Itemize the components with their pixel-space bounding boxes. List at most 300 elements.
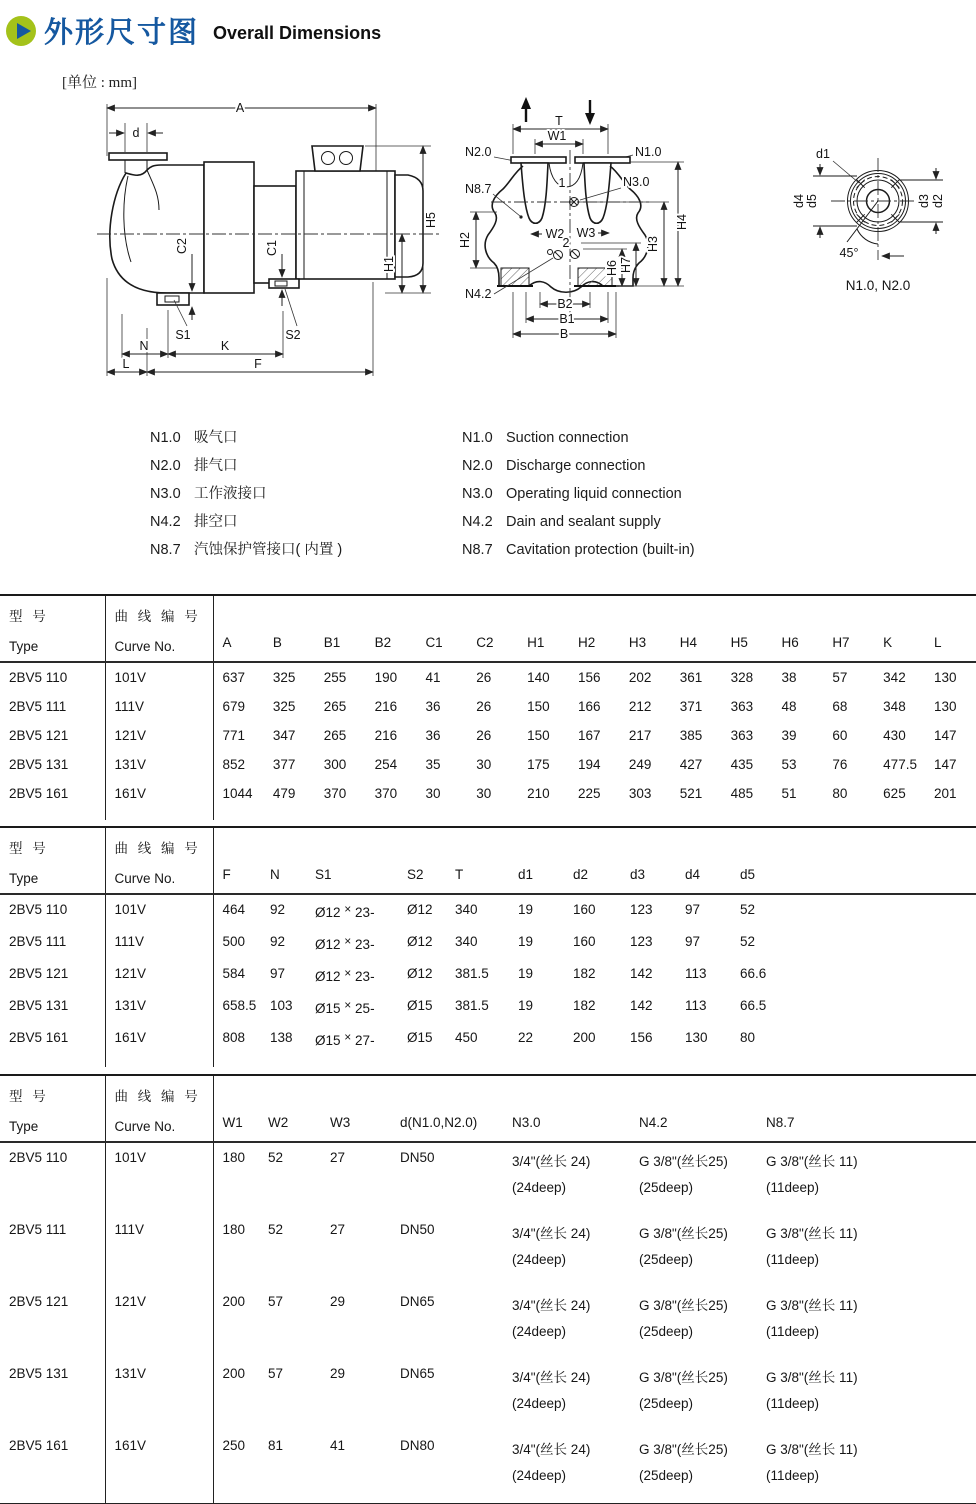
value-cell: 200 bbox=[222, 1294, 246, 1309]
table-row bbox=[0, 721, 976, 750]
type-cell: 2BV5 111 bbox=[0, 692, 105, 721]
value-cell: 52 bbox=[268, 1222, 284, 1237]
port-1-label: 1 bbox=[558, 176, 566, 190]
curve-cell: 101V bbox=[105, 662, 213, 692]
type-cell: 2BV5 111 bbox=[0, 927, 105, 959]
spacer-cell bbox=[783, 1023, 976, 1067]
value-cell: 150 bbox=[527, 699, 550, 714]
value-cell: 190 bbox=[374, 670, 398, 685]
value-cell: 202 bbox=[628, 670, 652, 685]
label-N8.7: N8.7 bbox=[465, 182, 492, 196]
value-cell: 160 bbox=[573, 902, 596, 917]
spacer-cell bbox=[783, 991, 976, 1023]
curve-cell: 111V bbox=[105, 692, 213, 721]
curve-cell: 121V bbox=[105, 959, 213, 991]
legend-item bbox=[462, 512, 774, 532]
table-row bbox=[0, 750, 976, 779]
dimension-column-header: d5 bbox=[731, 827, 783, 894]
value-cell: 52 bbox=[740, 902, 756, 917]
dim-label-H4: H4 bbox=[675, 214, 689, 230]
value-cell: 182 bbox=[573, 998, 596, 1013]
type-column-header-cn: 型 号 bbox=[9, 1089, 49, 1104]
dimension-column-header: N4.2 bbox=[630, 1075, 757, 1142]
value-line: (25deep) bbox=[639, 1180, 694, 1195]
curve-column-header bbox=[105, 595, 213, 662]
header-row bbox=[0, 1075, 976, 1142]
value-cell: 113 bbox=[685, 998, 707, 1013]
type-column-header bbox=[0, 1075, 105, 1142]
value-cell: Ø15 × 25- bbox=[315, 998, 375, 1016]
dim-label-S1: S1 bbox=[175, 328, 191, 342]
header-row bbox=[0, 595, 976, 662]
dimension-column-header: H4 bbox=[671, 595, 722, 662]
dim-label-W3: W3 bbox=[576, 226, 596, 240]
value-cell: 658.5 bbox=[222, 998, 257, 1013]
multiply-sign: × bbox=[344, 998, 352, 1012]
dimensions-table-3 bbox=[0, 1074, 976, 1504]
value-cell: 300 bbox=[323, 757, 347, 772]
connection-code: N8.7 bbox=[462, 542, 493, 558]
type-column-header bbox=[0, 595, 105, 662]
value-cell: Ø12 × 23- bbox=[315, 902, 375, 920]
connection-label: Cavitation protection (built-in) bbox=[506, 542, 695, 558]
curve-column-header bbox=[105, 827, 213, 894]
dim-label-d5: d5 bbox=[805, 194, 819, 208]
suction-flow-arrow bbox=[521, 97, 531, 122]
value-cell: 123 bbox=[630, 934, 653, 949]
legend-item bbox=[462, 456, 774, 476]
curve-cell: 111V bbox=[105, 1215, 213, 1287]
dim-label-d3: d3 bbox=[917, 194, 931, 208]
dim-label-H3: H3 bbox=[646, 236, 660, 252]
table-row bbox=[0, 927, 976, 959]
curve-cell: 111V bbox=[105, 927, 213, 959]
value-line: (24deep) bbox=[512, 1180, 567, 1195]
connection-code: N4.2 bbox=[462, 514, 493, 530]
page-title-en: Overall Dimensions bbox=[213, 23, 382, 43]
value-line: 3/4"(丝长 24) bbox=[512, 1226, 591, 1241]
spacer-cell bbox=[887, 1287, 976, 1359]
value-cell: 254 bbox=[374, 757, 398, 772]
value-cell: 53 bbox=[781, 757, 797, 772]
value-line: (11deep) bbox=[766, 1324, 820, 1339]
connection-code: N3.0 bbox=[462, 486, 493, 502]
dimension-column-header: d1 bbox=[509, 827, 564, 894]
dim-label-d: d bbox=[132, 126, 140, 140]
value-cell: 381.5 bbox=[455, 966, 489, 981]
table-row bbox=[0, 894, 976, 927]
value-cell: 679 bbox=[222, 699, 246, 714]
table-row bbox=[0, 662, 976, 692]
value-line: (24deep) bbox=[512, 1396, 567, 1411]
value-cell: 36 bbox=[425, 699, 441, 714]
front-view-drawing bbox=[458, 96, 723, 361]
value-cell: 808 bbox=[222, 1030, 246, 1045]
value-cell: 19 bbox=[518, 998, 534, 1013]
dimension-column-header: H6 bbox=[772, 595, 823, 662]
value-cell: 584 bbox=[222, 966, 246, 981]
type-column-header-en: Type bbox=[9, 871, 39, 886]
value-cell: 485 bbox=[730, 786, 754, 801]
value-cell: Ø12 × 23- bbox=[315, 934, 375, 952]
value-cell bbox=[757, 1431, 887, 1504]
dim-label-W1: W1 bbox=[547, 129, 567, 143]
value-cell: DN80 bbox=[400, 1438, 435, 1453]
dim-label-d2: d2 bbox=[931, 194, 945, 208]
spacer-cell bbox=[887, 1359, 976, 1431]
dim-label-H5: H5 bbox=[424, 212, 438, 228]
legend-item bbox=[150, 428, 462, 448]
unit-note: [单位 : mm] bbox=[62, 75, 137, 91]
value-cell: DN65 bbox=[400, 1294, 435, 1309]
multiply-sign: × bbox=[344, 902, 352, 916]
value-cell: 250 bbox=[222, 1438, 246, 1453]
value-cell: 52 bbox=[740, 934, 756, 949]
connection-code: N1.0 bbox=[150, 430, 181, 446]
value-line: 3/4"(丝长 24) bbox=[512, 1370, 591, 1385]
lifting-lug bbox=[312, 146, 363, 171]
value-cell: 30 bbox=[425, 786, 441, 801]
value-cell: 48 bbox=[781, 699, 797, 714]
page-header bbox=[0, 0, 976, 51]
value-line: (24deep) bbox=[512, 1324, 567, 1339]
value-cell: 147 bbox=[934, 757, 957, 772]
dim-label-H2: H2 bbox=[458, 232, 472, 248]
value-cell: Ø12 × 23- bbox=[315, 966, 375, 984]
rear-foot bbox=[269, 279, 299, 288]
value-cell: 36 bbox=[425, 728, 441, 743]
discharge-flange bbox=[511, 157, 566, 163]
dimension-column-header: N bbox=[261, 827, 306, 894]
value-cell: 97 bbox=[685, 902, 701, 917]
value-cell: 19 bbox=[518, 966, 534, 981]
value-cell: 167 bbox=[578, 728, 601, 743]
spacer-column bbox=[887, 1075, 976, 1142]
value-cell: 210 bbox=[527, 786, 550, 801]
fan-cover bbox=[395, 175, 423, 277]
curve-column-header-cn: 曲 线 编 号 bbox=[114, 841, 201, 856]
type-column-header-cn: 型 号 bbox=[9, 841, 49, 856]
type-cell: 2BV5 131 bbox=[0, 750, 105, 779]
dim-label-W2: W2 bbox=[545, 227, 565, 241]
value-cell: 225 bbox=[578, 786, 601, 801]
dim-label-F: F bbox=[254, 357, 262, 371]
value-cell: 97 bbox=[685, 934, 701, 949]
dimension-column-header: N8.7 bbox=[757, 1075, 887, 1142]
side-view-drawing bbox=[95, 96, 445, 396]
curve-cell: 131V bbox=[105, 750, 213, 779]
value-cell: 138 bbox=[270, 1030, 293, 1045]
connection-label: 排气口 bbox=[194, 458, 238, 474]
curve-column-header-cn: 曲 线 编 号 bbox=[114, 1089, 201, 1104]
value-cell: 381.5 bbox=[455, 998, 489, 1013]
connection-label: Suction connection bbox=[506, 430, 629, 446]
connection-code: N8.7 bbox=[150, 542, 181, 558]
multiply-sign: × bbox=[344, 934, 352, 948]
value-line: (25deep) bbox=[639, 1468, 694, 1483]
value-cell: 328 bbox=[730, 670, 754, 685]
type-cell: 2BV5 110 bbox=[0, 894, 105, 927]
dimension-column-header: L bbox=[925, 595, 976, 662]
value-cell: 26 bbox=[476, 670, 492, 685]
table-row bbox=[0, 1023, 976, 1067]
value-cell: 57 bbox=[832, 670, 848, 685]
value-cell: 26 bbox=[476, 728, 492, 743]
value-cell: 41 bbox=[330, 1438, 346, 1453]
curve-cell: 121V bbox=[105, 1287, 213, 1359]
dimension-column-header: W3 bbox=[321, 1075, 391, 1142]
value-cell: 27 bbox=[330, 1222, 346, 1237]
value-cell: 51 bbox=[781, 786, 797, 801]
motor-body bbox=[296, 171, 395, 279]
value-cell: 348 bbox=[883, 699, 906, 714]
value-cell: 156 bbox=[578, 670, 601, 685]
spacer-cell bbox=[783, 894, 976, 927]
curve-cell: 121V bbox=[105, 721, 213, 750]
connection-code: N3.0 bbox=[150, 486, 181, 502]
dimension-column-header: S2 bbox=[398, 827, 446, 894]
dim-label-A: A bbox=[235, 101, 245, 115]
value-cell: 342 bbox=[883, 670, 906, 685]
value-line: G 3/8"(丝长25) bbox=[639, 1154, 728, 1169]
type-column-header bbox=[0, 827, 105, 894]
value-cell bbox=[503, 1215, 630, 1287]
value-cell: 142 bbox=[630, 998, 653, 1013]
type-column-header-cn: 型 号 bbox=[9, 609, 49, 624]
suction-flange bbox=[575, 157, 630, 163]
connection-legend bbox=[150, 428, 976, 568]
dimension-column-header: H3 bbox=[620, 595, 671, 662]
value-cell: 52 bbox=[268, 1150, 284, 1165]
value-line: (11deep) bbox=[766, 1180, 820, 1195]
value-cell bbox=[630, 1287, 757, 1359]
value-cell: 66.6 bbox=[740, 966, 767, 981]
value-cell: 182 bbox=[573, 966, 596, 981]
connection-code: N1.0 bbox=[462, 430, 493, 446]
value-cell: 430 bbox=[883, 728, 906, 743]
value-line: 3/4"(丝长 24) bbox=[512, 1298, 591, 1313]
connection-code: N2.0 bbox=[462, 458, 493, 474]
curve-cell: 131V bbox=[105, 991, 213, 1023]
suction-flange bbox=[109, 153, 167, 160]
curve-cell: 161V bbox=[105, 1023, 213, 1067]
spacer-cell bbox=[783, 959, 976, 991]
value-cell: 427 bbox=[679, 757, 703, 772]
value-cell: 160 bbox=[573, 934, 596, 949]
value-cell: 142 bbox=[630, 966, 653, 981]
value-cell: 41 bbox=[425, 670, 441, 685]
value-cell: 216 bbox=[374, 699, 398, 714]
table-block-3 bbox=[0, 1074, 976, 1504]
type-cell: 2BV5 121 bbox=[0, 959, 105, 991]
value-cell: 377 bbox=[272, 757, 296, 772]
pump-body bbox=[204, 162, 254, 293]
value-cell: 81 bbox=[268, 1438, 284, 1453]
page-title-cn: 外形尺寸图 bbox=[44, 17, 200, 49]
dim-label-T: T bbox=[555, 114, 563, 128]
value-cell: 450 bbox=[455, 1030, 478, 1045]
value-line: 3/4"(丝长 24) bbox=[512, 1154, 591, 1169]
multiply-sign: × bbox=[344, 1030, 352, 1044]
dimensions-table-2 bbox=[0, 826, 976, 1067]
value-cell: 479 bbox=[272, 786, 296, 801]
dim-label-L: L bbox=[122, 357, 130, 371]
type-column-header-en: Type bbox=[9, 1119, 39, 1134]
curve-cell: 161V bbox=[105, 779, 213, 820]
spacer-cell bbox=[887, 1215, 976, 1287]
value-cell: 625 bbox=[883, 786, 906, 801]
value-line: G 3/8"(丝长 11) bbox=[766, 1298, 858, 1313]
suction-port bbox=[584, 163, 611, 223]
value-cell: DN50 bbox=[400, 1222, 435, 1237]
value-line: (11deep) bbox=[766, 1252, 820, 1267]
value-cell: Ø12 bbox=[407, 934, 433, 949]
connection-code: N2.0 bbox=[150, 458, 181, 474]
value-cell: 66.5 bbox=[740, 998, 767, 1013]
dimension-column-header: S1 bbox=[306, 827, 398, 894]
value-cell: 60 bbox=[832, 728, 848, 743]
dim-label-N: N bbox=[139, 339, 149, 353]
value-line: G 3/8"(丝长25) bbox=[639, 1442, 728, 1457]
value-cell: 303 bbox=[628, 786, 652, 801]
dimension-column-header: d(N1.0,N2.0) bbox=[391, 1075, 503, 1142]
legend-item bbox=[462, 540, 774, 560]
value-cell: 80 bbox=[740, 1030, 756, 1045]
dim-label-B1: B1 bbox=[559, 312, 575, 326]
value-cell: 477.5 bbox=[883, 757, 917, 772]
pump-neck bbox=[254, 186, 296, 283]
curve-column-header-en: Curve No. bbox=[114, 639, 176, 654]
connection-label: Operating liquid connection bbox=[506, 486, 682, 502]
spacer-cell bbox=[887, 1431, 976, 1504]
value-cell: 200 bbox=[573, 1030, 596, 1045]
value-cell: 216 bbox=[374, 728, 398, 743]
table-row bbox=[0, 692, 976, 721]
value-cell: 325 bbox=[272, 670, 296, 685]
value-cell: 340 bbox=[455, 934, 478, 949]
curve-column-header-en: Curve No. bbox=[114, 871, 176, 886]
connection-code: N4.2 bbox=[150, 514, 181, 530]
connection-label: 工作液接口 bbox=[194, 486, 267, 502]
value-cell: 147 bbox=[934, 728, 957, 743]
dimension-column-header: N3.0 bbox=[503, 1075, 630, 1142]
curve-cell: 131V bbox=[105, 1359, 213, 1431]
value-cell: 325 bbox=[272, 699, 296, 714]
value-cell: 19 bbox=[518, 934, 534, 949]
value-cell: Ø12 bbox=[407, 966, 433, 981]
value-cell: 363 bbox=[730, 728, 754, 743]
curve-cell: 101V bbox=[105, 894, 213, 927]
value-cell: 35 bbox=[425, 757, 441, 772]
value-cell bbox=[757, 1287, 887, 1359]
legend-column-cn bbox=[150, 428, 462, 568]
dimension-column-header: W2 bbox=[259, 1075, 321, 1142]
value-cell: 140 bbox=[527, 670, 550, 685]
value-cell: 113 bbox=[685, 966, 707, 981]
value-cell bbox=[630, 1359, 757, 1431]
play-icon bbox=[6, 16, 36, 46]
value-cell: 22 bbox=[518, 1030, 534, 1045]
dim-label-H7: H7 bbox=[619, 257, 633, 273]
legend-column-en bbox=[462, 428, 774, 568]
type-cell: 2BV5 110 bbox=[0, 1142, 105, 1215]
value-cell: 370 bbox=[374, 786, 398, 801]
value-cell: 130 bbox=[685, 1030, 708, 1045]
value-cell: 29 bbox=[330, 1366, 346, 1381]
value-cell: 30 bbox=[476, 786, 492, 801]
label-N4.2: N4.2 bbox=[465, 287, 492, 301]
dim-label-C2: C2 bbox=[175, 238, 189, 254]
dimension-column-header: C1 bbox=[416, 595, 467, 662]
value-cell: DN65 bbox=[400, 1366, 435, 1381]
value-cell: 347 bbox=[272, 728, 296, 743]
front-foot bbox=[157, 293, 189, 305]
legend-item bbox=[462, 484, 774, 504]
dimension-column-header: W1 bbox=[213, 1075, 259, 1142]
table-row bbox=[0, 1431, 976, 1504]
legend-item bbox=[150, 456, 462, 476]
discharge-port bbox=[521, 163, 548, 223]
value-cell: 57 bbox=[268, 1294, 284, 1309]
value-line: (25deep) bbox=[639, 1396, 694, 1411]
dimension-column-header: H2 bbox=[569, 595, 620, 662]
connection-label: 吸气口 bbox=[194, 430, 238, 446]
table-row bbox=[0, 779, 976, 820]
value-cell: 180 bbox=[222, 1150, 246, 1165]
table-row bbox=[0, 1359, 976, 1431]
value-cell: 852 bbox=[222, 757, 246, 772]
dim-label-S2: S2 bbox=[285, 328, 301, 342]
value-cell bbox=[503, 1287, 630, 1359]
value-cell: 361 bbox=[679, 670, 703, 685]
dimension-column-header: B1 bbox=[315, 595, 366, 662]
value-line: G 3/8"(丝长 11) bbox=[766, 1442, 858, 1457]
dim-label-H1: H1 bbox=[382, 256, 396, 272]
type-column-header-en: Type bbox=[9, 639, 39, 654]
type-cell: 2BV5 121 bbox=[0, 1287, 105, 1359]
dimension-column-header: B2 bbox=[366, 595, 417, 662]
table-row bbox=[0, 1215, 976, 1287]
value-cell: 97 bbox=[270, 966, 286, 981]
value-cell: 363 bbox=[730, 699, 754, 714]
value-cell: 76 bbox=[832, 757, 848, 772]
value-cell: 68 bbox=[832, 699, 848, 714]
value-cell: 103 bbox=[270, 998, 293, 1013]
table-block-1 bbox=[0, 594, 976, 820]
value-cell: 57 bbox=[268, 1366, 284, 1381]
value-cell: 92 bbox=[270, 934, 286, 949]
type-cell: 2BV5 161 bbox=[0, 779, 105, 820]
dim-label-d4: d4 bbox=[792, 194, 806, 208]
value-line: (25deep) bbox=[639, 1324, 694, 1339]
value-line: (25deep) bbox=[639, 1252, 694, 1267]
value-cell bbox=[757, 1359, 887, 1431]
table-row bbox=[0, 991, 976, 1023]
legend-item bbox=[150, 540, 462, 560]
value-line: G 3/8"(丝长25) bbox=[639, 1226, 728, 1241]
connection-label: 汽蚀保护管接口( 内置 ) bbox=[194, 542, 343, 558]
value-cell: 38 bbox=[781, 670, 797, 685]
play-icon-triangle bbox=[17, 23, 31, 39]
legend-item bbox=[150, 512, 462, 532]
value-cell: 175 bbox=[527, 757, 550, 772]
label-N3.0: N3.0 bbox=[623, 175, 650, 189]
table-block-2 bbox=[0, 826, 976, 1067]
dimension-column-header: K bbox=[874, 595, 925, 662]
dimension-column-header: A bbox=[213, 595, 264, 662]
value-line: (11deep) bbox=[766, 1468, 820, 1483]
label-N2.0: N2.0 bbox=[465, 145, 492, 159]
